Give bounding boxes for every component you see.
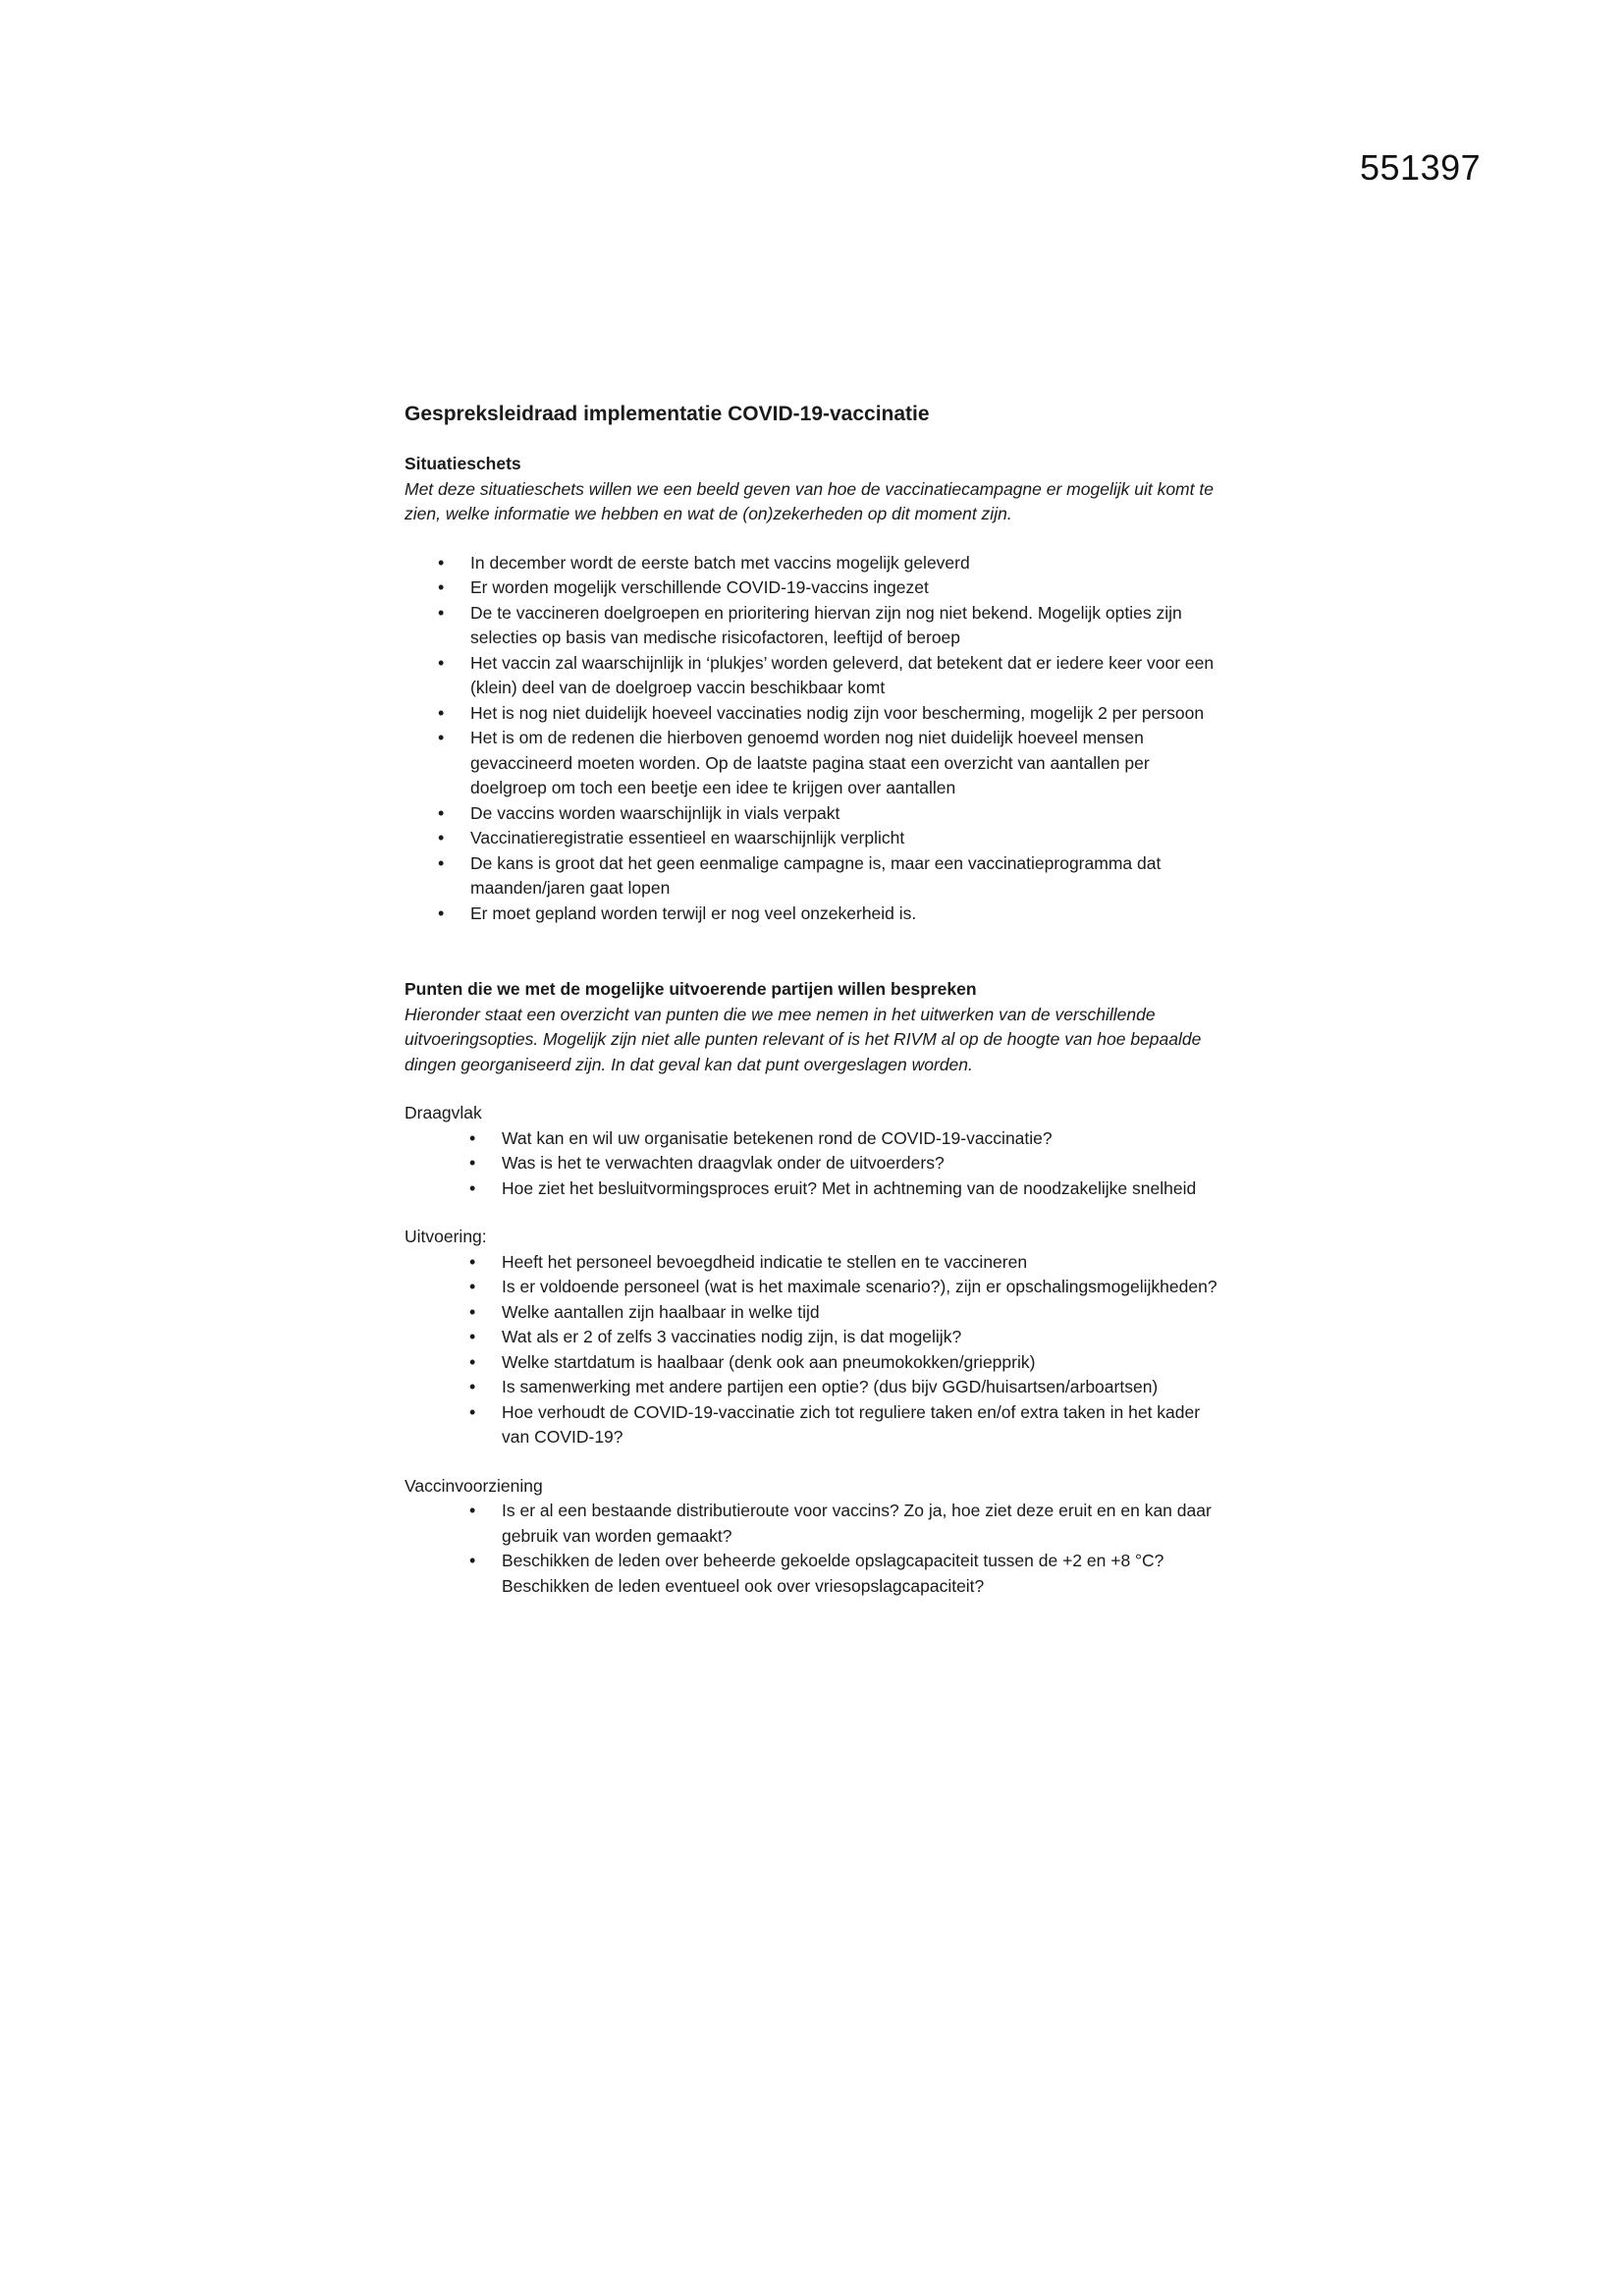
group-title-vaccinvoorziening: Vaccinvoorziening <box>405 1475 543 1496</box>
list-item: • Het is nog niet duidelijk hoeveel vaccinaties nodig zijn voor bescherming, mogelijk 2 per persoon <box>405 701 1229 727</box>
list-item: • Is samenwerking met andere partijen een optie? (dus bijv GGD/huisartsen/arboartsen) <box>405 1375 1229 1400</box>
list-item: • In december wordt de eerste batch met vaccins mogelijk geleverd <box>405 551 1229 576</box>
list-item: • Hoe ziet het besluitvormingsproces eruit? Met in achtneming van de noodzakelijke snelheid <box>405 1176 1229 1202</box>
group-title-uitvoering: Uitvoering: <box>405 1227 487 1246</box>
section-heading-punten: Punten die we met de mogelijke uitvoerende partijen willen bespreken <box>405 979 977 999</box>
list-item: • Wat kan en wil uw organisatie betekenen rond de COVID-19-vaccinatie? <box>405 1126 1229 1152</box>
group-title-draagvlak: Draagvlak <box>405 1103 482 1122</box>
section-intro-punten: Hieronder staat een overzicht van punten die we mee nemen in het uitwerken van de verschillende uitvoeringsopties. Mogelijk zijn niet alle punten relevant of is het RIVM al op de hoogte van hoe bepaalde dingen georganiseerd zijn. In dat geval kan dat punt overgeslagen worden. <box>405 1004 1202 1074</box>
list-item: • Is er al een bestaande distributieroute voor vaccins? Zo ja, hoe ziet deze eruit en en kan daar gebruik van worden gemaakt? <box>405 1499 1229 1549</box>
list-item: • Wat als er 2 of zelfs 3 vaccinaties nodig zijn, is dat mogelijk? <box>405 1325 1229 1350</box>
list-item: • Er worden mogelijk verschillende COVID-19-vaccins ingezet <box>405 575 1229 601</box>
uitvoering-list <box>405 1250 1229 1450</box>
section-spacer <box>405 926 1229 977</box>
list-item: • De te vaccineren doelgroepen en prioritering hiervan zijn nog niet bekend. Mogelijk opties zijn selecties op basis van medische risicofactoren, leeftijd of beroep <box>405 601 1229 651</box>
document-title: Gespreksleidraad implementatie COVID-19-vaccinatie <box>405 403 930 425</box>
situation-list <box>405 551 1229 927</box>
document-number: 551397 <box>1360 147 1482 188</box>
list-item: • De vaccins worden waarschijnlijk in vials verpakt <box>405 801 1229 827</box>
list-item: • Beschikken de leden over beheerde gekoelde opslagcapaciteit tussen de +2 en +8 °C? Beschikken de leden eventueel ook over vriesopslagcapaciteit? <box>405 1549 1229 1599</box>
document-body <box>405 401 1229 1599</box>
section-heading-situatieschets: Situatieschets <box>405 454 521 473</box>
list-item: • Er moet gepland worden terwijl er nog veel onzekerheid is. <box>405 902 1229 927</box>
vaccinvoorziening-list <box>405 1499 1229 1599</box>
list-item: • Het vaccin zal waarschijnlijk in ‘plukjes’ worden geleverd, dat betekent dat er iedere keer voor een (klein) deel van de doelgroep vaccin beschikbaar komt <box>405 651 1229 701</box>
list-item: • Hoe verhoudt de COVID-19-vaccinatie zich tot reguliere taken en/of extra taken in het kader van COVID-19? <box>405 1400 1229 1450</box>
draagvlak-list <box>405 1126 1229 1202</box>
section-intro-situatieschets: Met deze situatieschets willen we een beeld geven van hoe de vaccinatiecampagne er mogelijk uit komt te zien, welke informatie we hebben en wat de (on)zekerheden op dit moment zijn. <box>405 478 1214 523</box>
list-item: • Welke aantallen zijn haalbaar in welke tijd <box>405 1300 1229 1326</box>
list-item: • Welke startdatum is haalbaar (denk ook aan pneumokokken/griepprik) <box>405 1350 1229 1376</box>
list-item: • De kans is groot dat het geen eenmalige campagne is, maar een vaccinatieprogramma dat maanden/jaren gaat lopen <box>405 851 1229 902</box>
list-item: • Het is om de redenen die hierboven genoemd worden nog niet duidelijk hoeveel mensen gevaccineerd moeten worden. Op de laatste pagina staat een overzicht van aantallen per doelgroep om toch een beetje een idee te krijgen over aantallen <box>405 726 1229 801</box>
list-item: • Vaccinatieregistratie essentieel en waarschijnlijk verplicht <box>405 826 1229 851</box>
list-item: • Was is het te verwachten draagvlak onder de uitvoerders? <box>405 1151 1229 1176</box>
list-item: • Heeft het personeel bevoegdheid indicatie te stellen en te vaccineren <box>405 1250 1229 1276</box>
list-item: • Is er voldoende personeel (wat is het maximale scenario?), zijn er opschalingsmogelijkheden? <box>405 1275 1229 1300</box>
